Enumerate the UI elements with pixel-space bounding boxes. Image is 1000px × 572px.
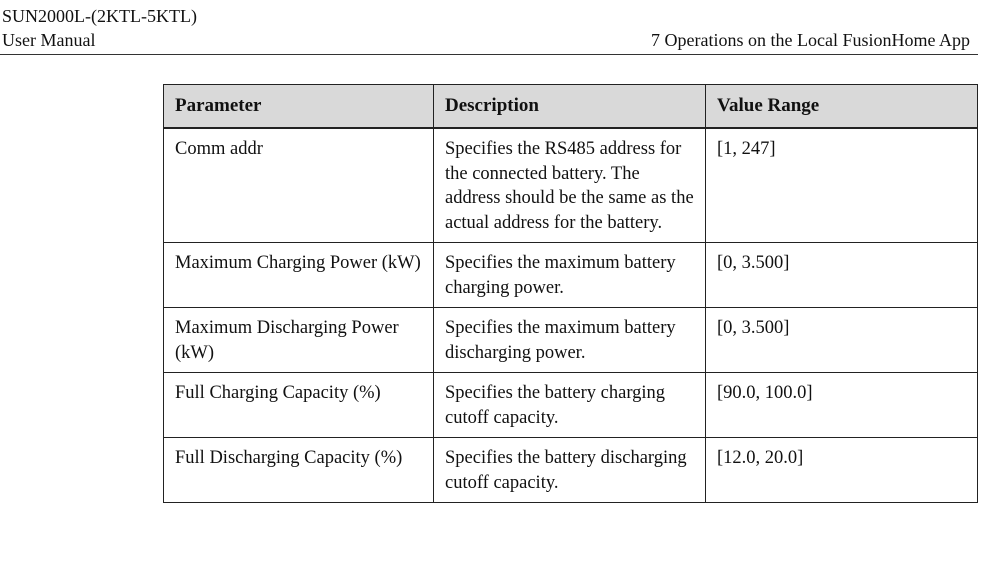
parameter-cell: Maximum Discharging Power (kW)	[164, 308, 434, 373]
column-header-parameter: Parameter	[164, 85, 434, 129]
table-row	[164, 308, 978, 373]
parameter-table	[163, 84, 978, 503]
description-cell: Specifies the battery charging cutoff capacity.	[434, 373, 706, 438]
value-range-cell: [1, 247]	[706, 128, 978, 243]
description-cell: Specifies the RS485 address for the connected battery. The address should be the same as the actual address for the battery.	[434, 128, 706, 243]
parameter-cell: Comm addr	[164, 128, 434, 243]
table-header-row	[164, 85, 978, 129]
description-cell: Specifies the maximum battery discharging power.	[434, 308, 706, 373]
document-title: SUN2000L-(2KTL-5KTL)	[2, 6, 197, 26]
value-range-cell: [90.0, 100.0]	[706, 373, 978, 438]
parameter-cell: Full Charging Capacity (%)	[164, 373, 434, 438]
column-header-value-range: Value Range	[706, 85, 978, 129]
value-range-cell: [0, 3.500]	[706, 243, 978, 308]
table-row	[164, 243, 978, 308]
column-header-description: Description	[434, 85, 706, 129]
chapter-title: 7 Operations on the Local FusionHome App	[651, 30, 970, 50]
document-subtitle: User Manual	[2, 30, 96, 50]
parameter-cell: Maximum Charging Power (kW)	[164, 243, 434, 308]
page-header	[0, 0, 978, 55]
table-row	[164, 128, 978, 243]
table-row	[164, 373, 978, 438]
value-range-cell: [12.0, 20.0]	[706, 438, 978, 503]
value-range-cell: [0, 3.500]	[706, 308, 978, 373]
parameter-cell: Full Discharging Capacity (%)	[164, 438, 434, 503]
description-cell: Specifies the battery discharging cutoff capacity.	[434, 438, 706, 503]
description-cell: Specifies the maximum battery charging power.	[434, 243, 706, 308]
table-row	[164, 438, 978, 503]
